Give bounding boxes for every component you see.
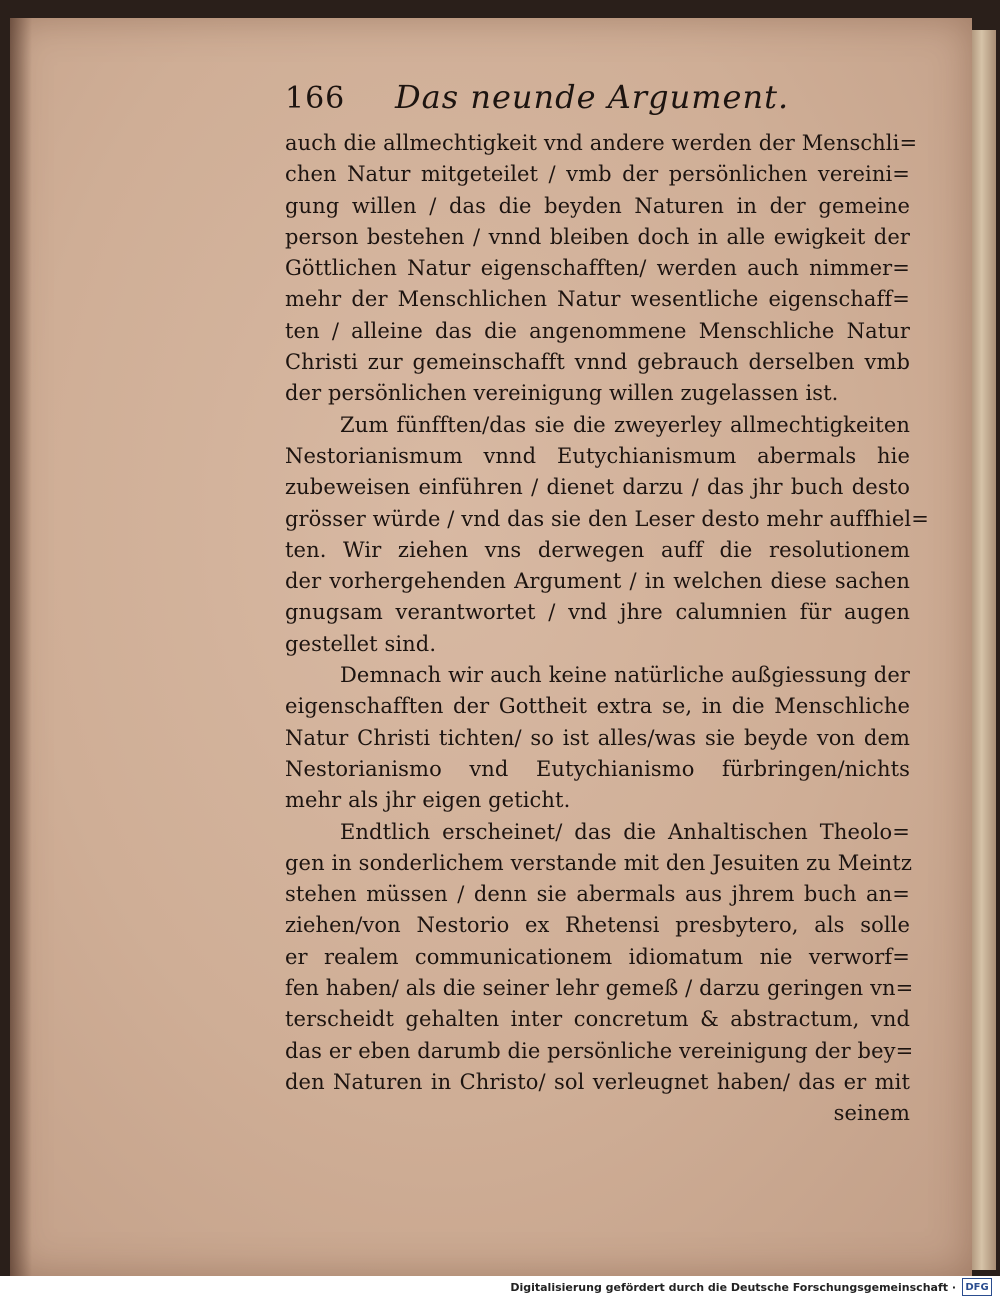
body-text [285,128,929,1098]
digitization-footer [0,1276,1000,1298]
text-line: Göttlichen Natur eigenschafften/ werden auch nimmer= [285,256,910,281]
page-number: 166 [285,81,346,116]
dfg-logo-icon: DFG [962,1278,992,1296]
text-line: das er eben darumb die persönliche vereinigung der bey= [285,1038,914,1063]
text-line: auch die allmechtigkeit vnd andere werden der Menschli= [285,131,918,155]
text-line: ziehen/von Nestorio ex Rhetensi presbytero, als solle [285,913,910,938]
text-line: gung willen / das die beyden Naturen in der gemeine [285,193,910,218]
text-line: Nestorianismum vnnd Eutychianismum abermals hie [285,443,910,468]
text-line: Demnach wir auch keine natürliche außgiessung der [340,663,910,688]
page-edges [972,30,996,1270]
text-block [285,78,929,1130]
text-line: stehen müssen / denn sie abermals aus jhrem buch an= [285,882,910,907]
page-header [285,78,910,128]
text-line: gnugsam verantwortet / vnd jhre calumnien für augen [285,600,910,625]
text-line: Christi zur gemeinschafft vnnd gebrauch derselben vmb [285,350,910,375]
text-line: Zum fünfften/das sie die zweyerley allmechtigkeiten [340,412,910,437]
text-line: fen haben/ als die seiner lehr gemeß / darzu geringen vn= [285,976,914,1001]
text-line: Nestorianismo vnd Eutychianismo fürbringen/nichts [285,756,910,781]
text-line: grösser würde / vnd das sie den Leser desto mehr auffhiel= [285,506,929,531]
text-line: den Naturen in Christo/ sol verleugnet haben/ das er mit [285,1069,910,1094]
text-line: Endtlich erscheinet/ das die Anhaltischen Theolo= [340,819,910,844]
text-line: mehr als jhr eigen geticht. [285,788,571,813]
text-line: gen in sonderlichem verstande mit den Jesuiten zu Meintz [285,850,912,875]
text-line: mehr der Menschlichen Natur wesentliche eigenschaff= [285,287,910,312]
text-line: der vorhergehenden Argument / in welchen diese sachen [285,569,910,594]
footer-credit: Digitalisierung gefördert durch die Deutsche Forschungsgemeinschaft · [510,1280,956,1294]
text-line: er realem communicationem idiomatum nie verworf= [285,944,910,969]
text-line: terscheidt gehalten inter concretum & abstractum, vnd [285,1007,910,1032]
text-line: chen Natur mitgeteilet / vmb der persönlichen vereini= [285,162,910,187]
catchword: seinem [833,1101,910,1126]
text-line: ten / alleine das die angenommene Menschliche Natur [285,318,910,343]
text-line: ten. Wir ziehen vns derwegen auff die resolutionem [285,537,910,562]
gutter-shadow [10,18,32,1276]
text-line: eigenschafften der Gottheit extra se, in die Menschliche [285,694,910,719]
text-line: Natur Christi tichten/ so ist alles/was sie beyde von dem [285,725,910,750]
running-title: Das neunde Argument. [395,78,790,116]
text-line: gestellet sind. [285,631,437,656]
text-line: zubeweisen einführen / dienet darzu / das jhr buch desto [285,475,910,500]
text-line: person bestehen / vnnd bleiben doch in alle ewigkeit der [285,224,910,249]
text-line: der persönlichen vereinigung willen zugelassen ist. [285,381,839,406]
